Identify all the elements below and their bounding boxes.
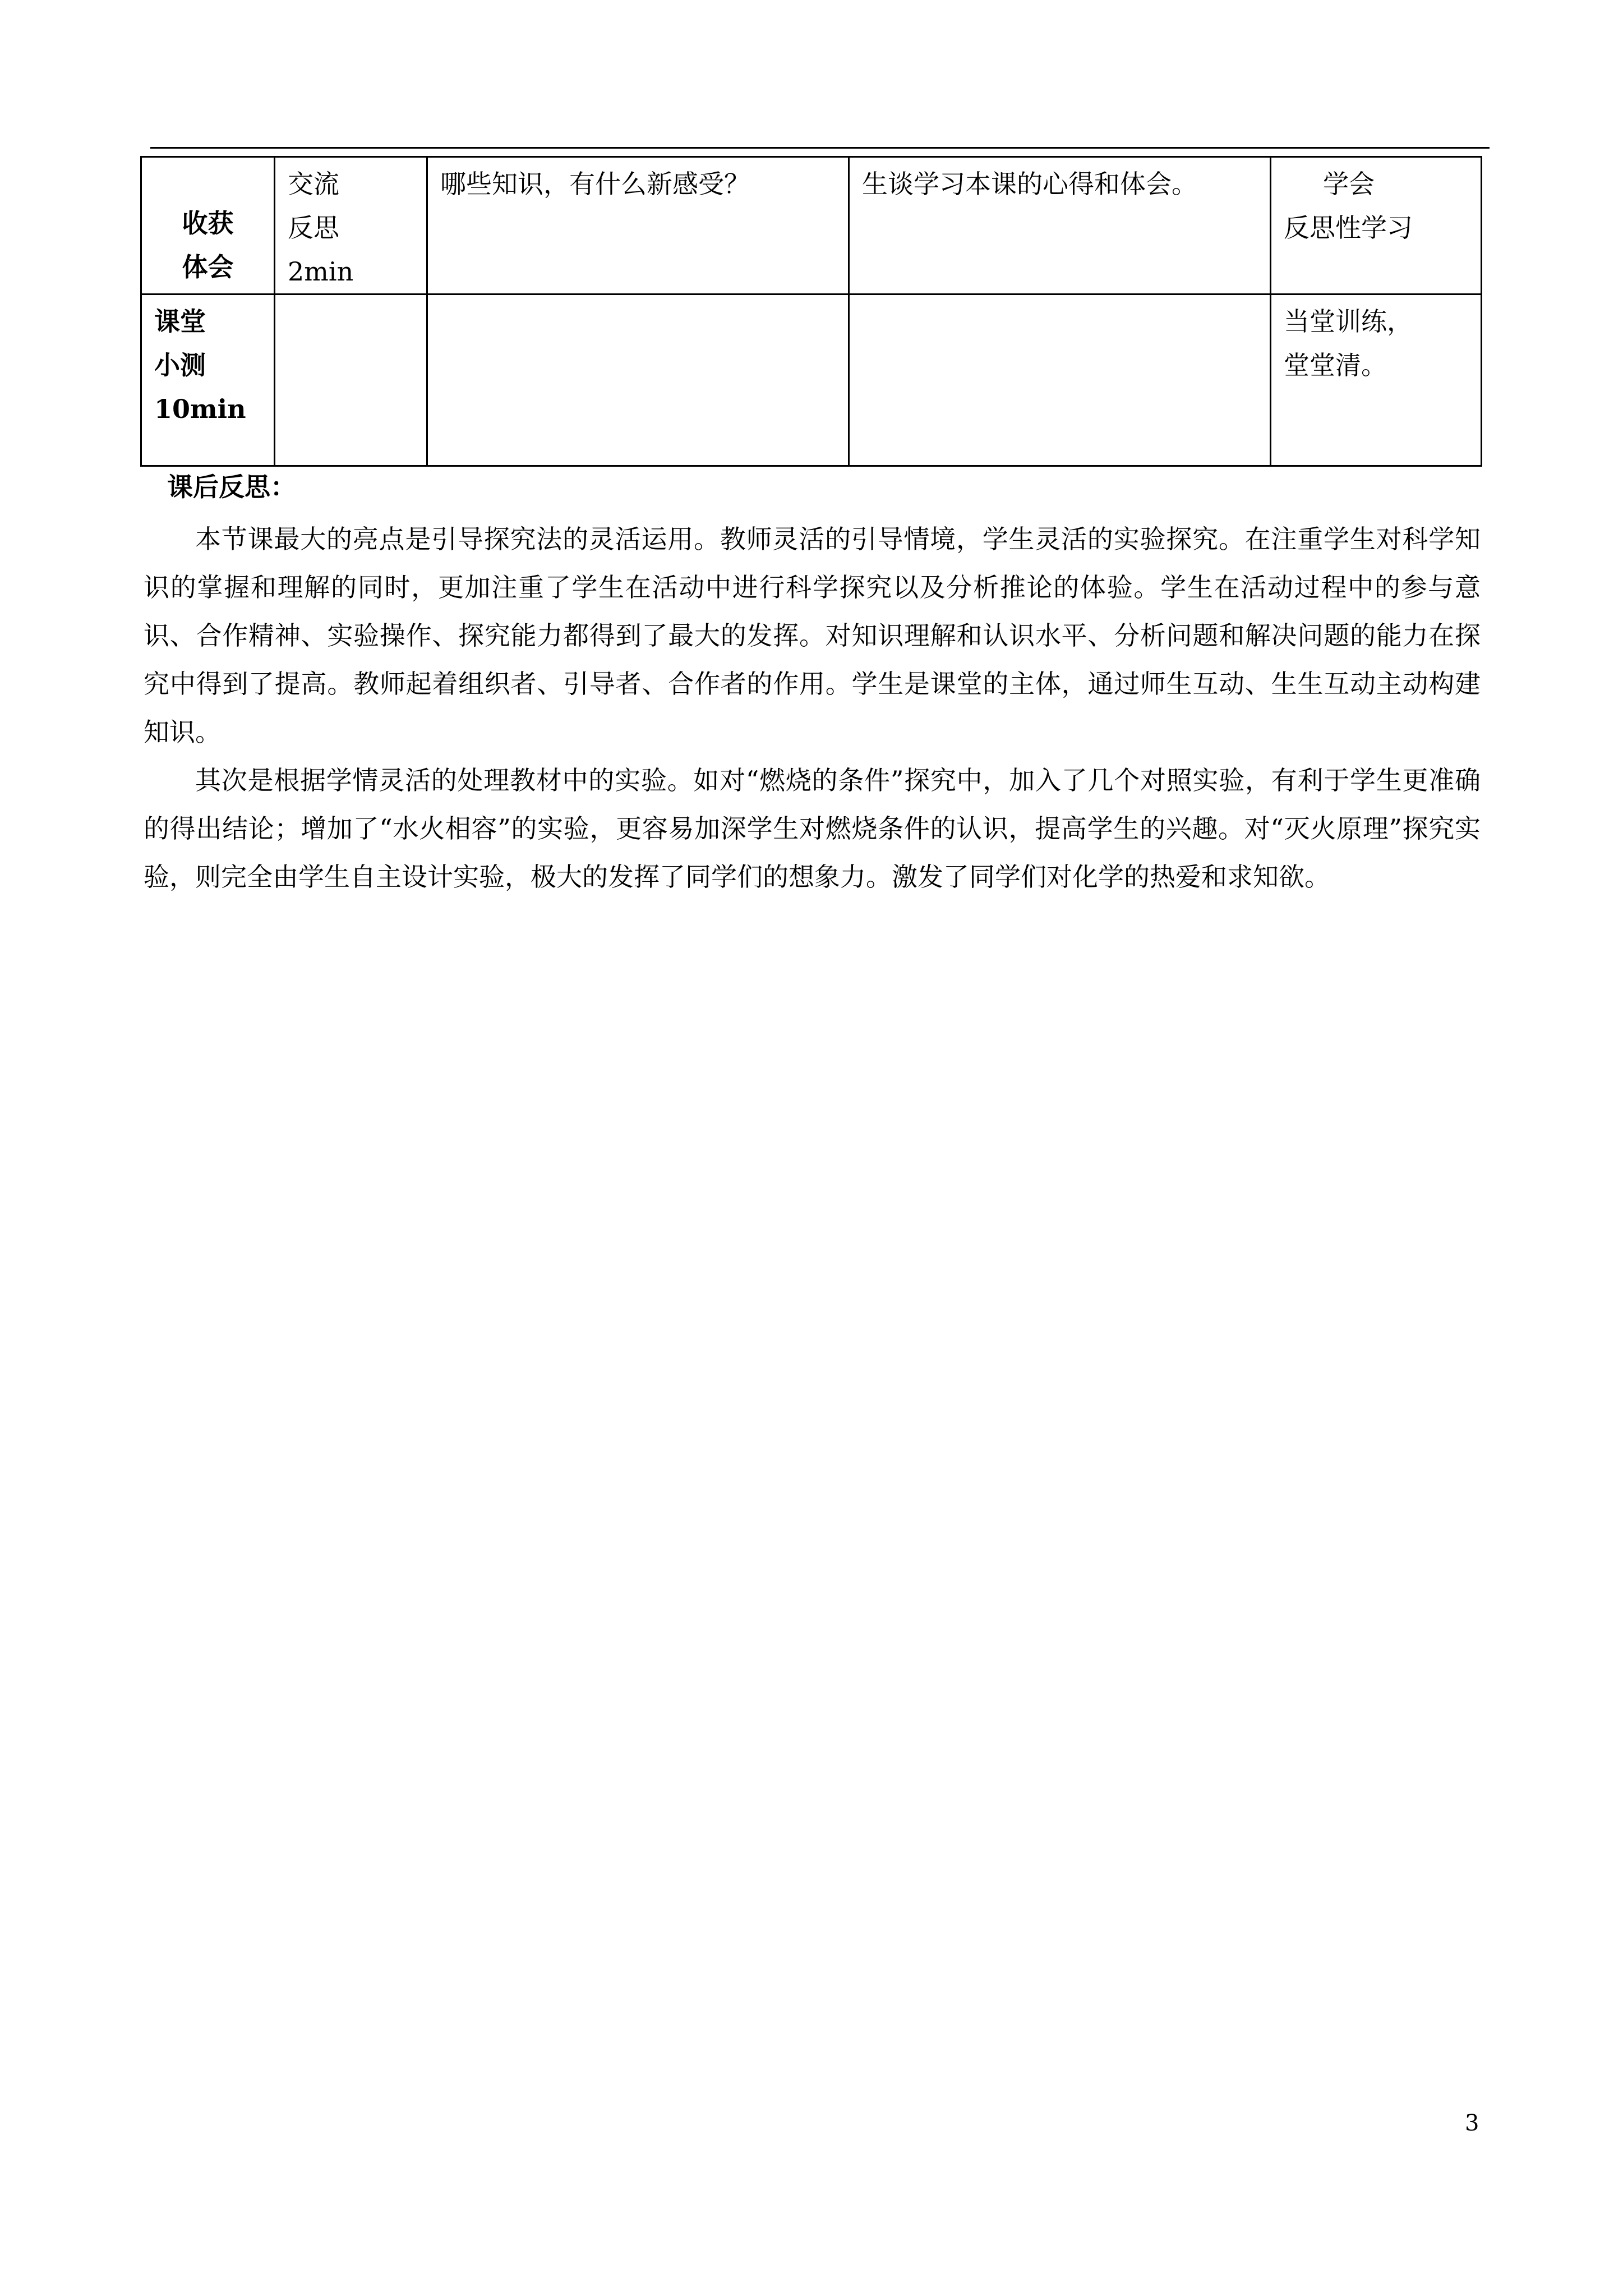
student-activity-text: 生谈学习本课的心得和体会。	[862, 169, 1197, 199]
stage-time: 10min	[154, 394, 246, 424]
teacher-activity-cell	[427, 295, 849, 466]
reflection-body	[144, 515, 1481, 901]
student-activity-cell	[849, 157, 1271, 295]
design-intent-text: 反思性学习	[1284, 213, 1413, 243]
reflection-paragraph: 其次是根据学情灵活的处理教材中的实验。如对“燃烧的条件”探究中，加入了几个对照实验，有利于学生更准确的得出结论；增加了“水火相容”的实验，更容易加深学生对燃烧条件的认识，提高学生的兴趣。对“灭火原理”探究实验，则完全由学生自主设计实验，极大的发挥了同学们的想象力。激发了同学们对化学的热爱和求知欲。	[144, 765, 1481, 892]
stage-cell	[141, 295, 275, 466]
page-number: 3	[1465, 2110, 1479, 2136]
activity-cell	[275, 295, 427, 466]
activity-cell	[275, 157, 427, 295]
activity-text: 交流	[288, 169, 339, 199]
stage-cell	[141, 157, 275, 295]
stage-text: 收获	[182, 208, 234, 238]
header-rule	[150, 147, 1490, 149]
teacher-activity-cell	[427, 157, 849, 295]
activity-time: 2min	[288, 256, 354, 287]
stage-text: 体会	[182, 252, 234, 282]
student-activity-cell	[849, 295, 1271, 466]
table-row	[141, 295, 1482, 466]
table-row	[141, 157, 1482, 295]
lesson-plan-table	[140, 156, 1482, 467]
design-intent-text: 当堂训练，	[1284, 306, 1413, 337]
reflection-heading: 课后反思：	[167, 472, 296, 502]
activity-text: 反思	[288, 213, 339, 243]
design-intent-cell	[1271, 157, 1482, 295]
teacher-activity-text: 哪些知识，有什么新感受？	[440, 169, 750, 199]
design-intent-text: 堂堂清。	[1284, 350, 1387, 380]
design-intent-cell	[1271, 295, 1482, 466]
reflection-paragraph: 本节课最大的亮点是引导探究法的灵活运用。教师灵活的引导情境，学生灵活的实验探究。在注重学生对科学知识的掌握和理解的同时，更加注重了学生在活动中进行科学探究以及分析推论的体验。学生在活动过程中的参与意识、合作精神、实验操作、探究能力都得到了最大的发挥。对知识理解和认识水平、分析问题和解决问题的能力在探究中得到了提高。教师起着组织者、引导者、合作者的作用。学生是课堂的主体，通过师生互动、生生互动主动构建知识。	[144, 524, 1481, 747]
stage-text: 小测	[154, 350, 206, 380]
design-intent-text: 学会	[1323, 169, 1375, 199]
stage-text: 课堂	[154, 306, 206, 337]
